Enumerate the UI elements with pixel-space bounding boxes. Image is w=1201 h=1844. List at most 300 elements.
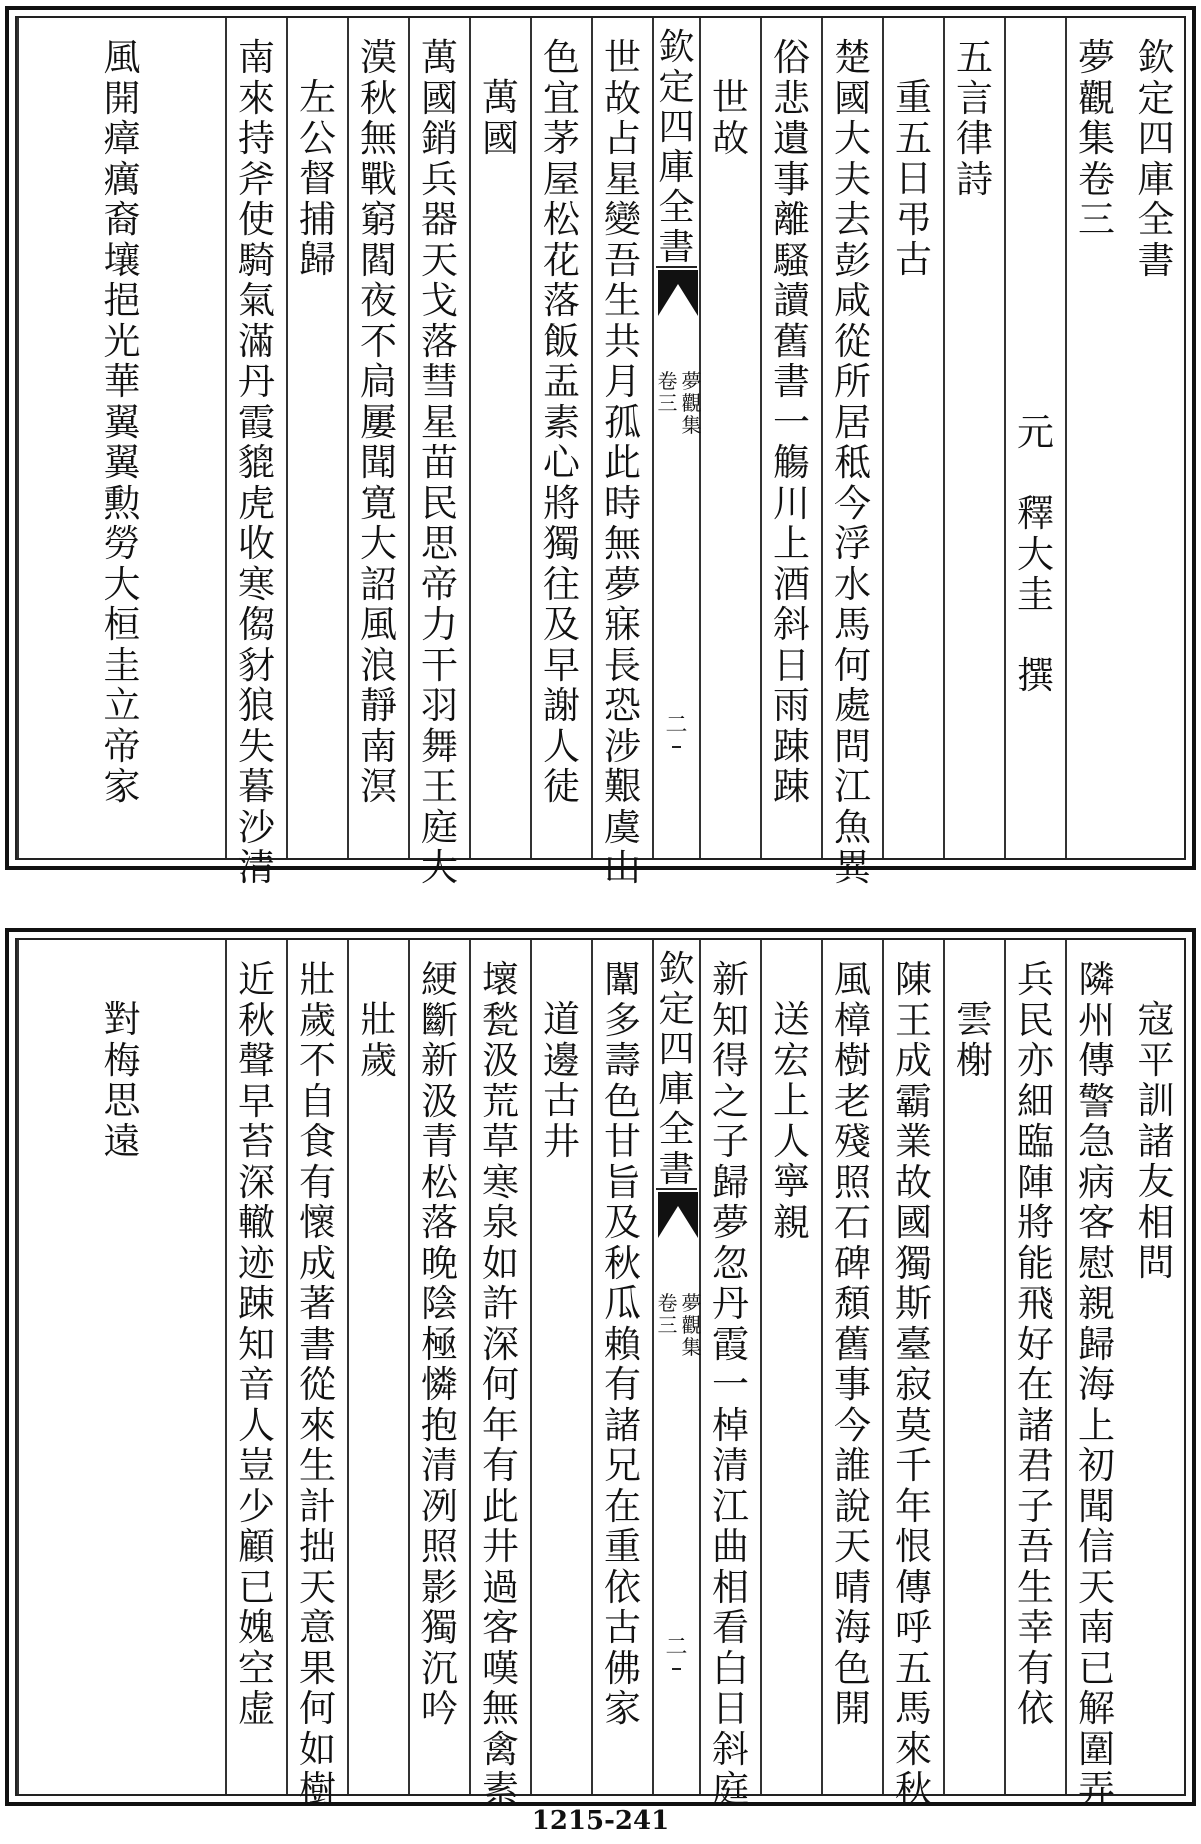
character: 色 bbox=[543, 36, 580, 79]
character: 荒 bbox=[482, 1079, 519, 1123]
character: 國 bbox=[421, 76, 458, 120]
character: 漠 bbox=[360, 36, 397, 79]
character: 變 bbox=[604, 198, 641, 241]
character: 果 bbox=[299, 1646, 336, 1690]
character: 生 bbox=[1017, 1565, 1054, 1609]
character: 光 bbox=[103, 319, 141, 363]
character: 迹 bbox=[238, 1241, 275, 1285]
character: 兵 bbox=[1017, 958, 1054, 1001]
character: 大 bbox=[103, 562, 141, 606]
character: 丹 bbox=[238, 360, 275, 403]
character: 有 bbox=[1017, 1646, 1054, 1690]
character: 艱 bbox=[604, 765, 641, 808]
character: 所 bbox=[834, 360, 871, 403]
character: 著 bbox=[299, 1282, 336, 1325]
character: 素 bbox=[543, 400, 580, 444]
character: 翼 bbox=[103, 400, 141, 444]
character: 圍 bbox=[1078, 1727, 1115, 1771]
character: 庫 bbox=[1137, 157, 1175, 201]
character: 花 bbox=[543, 238, 580, 282]
character: 桓 bbox=[103, 603, 141, 646]
character: 獨 bbox=[421, 1606, 458, 1649]
character: 遺 bbox=[773, 117, 810, 160]
character: 心 bbox=[543, 441, 580, 484]
character: 臺 bbox=[895, 1322, 932, 1366]
character: 聞 bbox=[360, 441, 397, 484]
character: 國 bbox=[834, 76, 871, 120]
character: 業 bbox=[895, 1120, 932, 1163]
text-column bbox=[1004, 18, 1065, 858]
character: 客 bbox=[482, 1606, 519, 1649]
character: 碑 bbox=[834, 1241, 871, 1285]
character: 南 bbox=[1078, 1606, 1115, 1649]
character: 傳 bbox=[1078, 1039, 1115, 1082]
bottom-page-frame bbox=[15, 938, 1186, 1811]
character: 書 bbox=[773, 360, 810, 403]
character bbox=[1017, 616, 1054, 657]
character: 早 bbox=[543, 643, 580, 687]
character: 立 bbox=[103, 684, 141, 727]
character: 全 bbox=[1137, 198, 1175, 241]
character: 獨 bbox=[895, 1241, 932, 1285]
character: 騎 bbox=[238, 238, 275, 282]
character: 如 bbox=[299, 1727, 336, 1771]
character: 誰 bbox=[834, 1444, 871, 1487]
character: 樟 bbox=[834, 998, 871, 1042]
character: 王 bbox=[895, 998, 932, 1042]
character: 癘 bbox=[103, 157, 141, 201]
character: 上 bbox=[773, 522, 810, 565]
character: 極 bbox=[421, 1322, 458, 1366]
character: 此 bbox=[604, 441, 641, 484]
character: 觀 bbox=[681, 1313, 702, 1337]
character: 人 bbox=[543, 724, 580, 768]
character: 言 bbox=[956, 76, 993, 120]
character: 今 bbox=[834, 481, 871, 525]
character: 綆 bbox=[421, 958, 458, 1001]
character: 恨 bbox=[895, 1525, 932, 1568]
character: 涉 bbox=[604, 724, 641, 768]
character: 萬 bbox=[482, 76, 519, 119]
character: 恐 bbox=[604, 684, 641, 727]
character: 意 bbox=[299, 1606, 336, 1649]
character: 天 bbox=[299, 1565, 336, 1609]
character: 元 bbox=[1017, 411, 1054, 454]
character: 徒 bbox=[543, 765, 580, 808]
character: 督 bbox=[299, 157, 336, 200]
character: 古 bbox=[895, 238, 932, 281]
text-column bbox=[225, 940, 286, 1794]
character: 苗 bbox=[421, 441, 458, 484]
character: 在 bbox=[604, 1484, 641, 1528]
character: 問 bbox=[1137, 1241, 1175, 1284]
character: 拙 bbox=[299, 1525, 336, 1568]
banner-volume bbox=[658, 1292, 678, 1358]
page-footer-reference: 1215-241 bbox=[531, 1806, 670, 1836]
character: 古 bbox=[604, 1606, 641, 1649]
character: 子 bbox=[1017, 1484, 1054, 1528]
character: 諸 bbox=[604, 1403, 641, 1447]
text-column bbox=[408, 18, 469, 889]
character: 無 bbox=[604, 522, 641, 565]
text-column bbox=[821, 18, 882, 889]
text-column bbox=[17, 18, 225, 858]
character: 開 bbox=[103, 76, 141, 120]
character: 夢 bbox=[604, 562, 641, 606]
character: 能 bbox=[1017, 1241, 1054, 1285]
text-column bbox=[943, 18, 1004, 858]
character: 闈 bbox=[604, 958, 641, 1001]
character: 歸 bbox=[1078, 1322, 1115, 1366]
character: 星 bbox=[604, 157, 641, 201]
character: 青 bbox=[421, 1120, 458, 1163]
text-column bbox=[699, 18, 760, 858]
character: 道 bbox=[543, 998, 580, 1041]
character: 挹 bbox=[103, 279, 141, 322]
character: 民 bbox=[1017, 998, 1054, 1042]
character: 古 bbox=[543, 1079, 580, 1122]
character: 賴 bbox=[604, 1322, 641, 1366]
character: 天 bbox=[1078, 1565, 1115, 1609]
character: 從 bbox=[299, 1363, 336, 1406]
character: 風 bbox=[103, 36, 141, 79]
character: 事 bbox=[834, 1363, 871, 1406]
banner-volume bbox=[658, 370, 678, 436]
character: 處 bbox=[834, 684, 871, 727]
character: 少 bbox=[238, 1484, 275, 1528]
character: 禽 bbox=[482, 1727, 519, 1771]
character: 詩 bbox=[956, 157, 993, 201]
character: 裔 bbox=[103, 198, 141, 241]
character: 梅 bbox=[103, 1038, 141, 1082]
character: 彭 bbox=[834, 238, 871, 282]
character: 聞 bbox=[1078, 1484, 1115, 1528]
character: 楚 bbox=[834, 36, 871, 79]
character: 今 bbox=[834, 1403, 871, 1447]
character: 客 bbox=[1078, 1201, 1115, 1244]
character: 書 bbox=[299, 1322, 336, 1366]
character: 孤 bbox=[604, 400, 641, 444]
character: 之 bbox=[712, 1079, 749, 1123]
character: 聲 bbox=[238, 1039, 275, 1082]
character: 豺 bbox=[238, 643, 275, 687]
character: 臨 bbox=[1017, 1120, 1054, 1163]
character: 嘆 bbox=[482, 1646, 519, 1690]
character: 人 bbox=[773, 1119, 810, 1163]
character: 吟 bbox=[421, 1687, 458, 1730]
character: 落 bbox=[421, 1201, 458, 1244]
character: 豈 bbox=[238, 1444, 275, 1487]
character: 卷 bbox=[657, 369, 678, 393]
character: 來 bbox=[238, 76, 275, 120]
character: 星 bbox=[421, 400, 458, 444]
character: 公 bbox=[299, 116, 336, 160]
character: 雲 bbox=[956, 998, 993, 1041]
text-column bbox=[469, 18, 530, 858]
character: 浮 bbox=[834, 522, 871, 565]
text-column bbox=[760, 940, 821, 1794]
center-banner bbox=[652, 18, 702, 858]
character: 風 bbox=[834, 958, 871, 1001]
character: 開 bbox=[834, 1687, 871, 1730]
character: 兵 bbox=[421, 157, 458, 201]
text-column bbox=[530, 940, 591, 1794]
text-column bbox=[699, 940, 760, 1811]
character: 千 bbox=[895, 1444, 932, 1487]
character: 銷 bbox=[421, 117, 458, 160]
character: 時 bbox=[604, 481, 641, 525]
character: 定 bbox=[658, 989, 695, 1030]
character: 樹 bbox=[299, 1768, 336, 1811]
character: 書 bbox=[658, 227, 695, 268]
character: 照 bbox=[421, 1525, 458, 1568]
character: 長 bbox=[604, 643, 641, 687]
character: 魚 bbox=[834, 805, 871, 849]
character: 持 bbox=[238, 117, 275, 160]
character: 海 bbox=[1078, 1363, 1115, 1406]
character: 夢 bbox=[1078, 36, 1115, 79]
character: 清 bbox=[421, 1444, 458, 1487]
character: 多 bbox=[604, 998, 641, 1042]
character: 霞 bbox=[238, 400, 275, 444]
character: 夫 bbox=[834, 157, 871, 201]
character: 清 bbox=[712, 1444, 749, 1487]
character: 三 bbox=[1078, 198, 1115, 241]
character: 說 bbox=[834, 1484, 871, 1528]
character: 急 bbox=[1078, 1120, 1115, 1163]
character: 近 bbox=[238, 958, 275, 1001]
character: 壽 bbox=[604, 1039, 641, 1082]
character: 俗 bbox=[773, 36, 810, 79]
character: 閻 bbox=[360, 238, 397, 282]
character: 勞 bbox=[103, 522, 141, 565]
character: 占 bbox=[604, 117, 641, 160]
character: 有 bbox=[299, 1160, 336, 1204]
character: 來 bbox=[299, 1403, 336, 1447]
character: 翼 bbox=[103, 441, 141, 484]
character: 初 bbox=[1078, 1444, 1115, 1487]
text-column bbox=[408, 940, 469, 1794]
character: 知 bbox=[712, 998, 749, 1042]
character: 戈 bbox=[421, 279, 458, 322]
character: 影 bbox=[421, 1565, 458, 1609]
character: 井 bbox=[543, 1119, 580, 1163]
character: 亦 bbox=[1017, 1039, 1054, 1082]
character: 讀 bbox=[773, 279, 810, 322]
character: 計 bbox=[299, 1484, 336, 1528]
character: 幸 bbox=[1017, 1606, 1054, 1649]
character: 書 bbox=[658, 1149, 695, 1190]
character: 秋 bbox=[604, 1241, 641, 1285]
character: 日 bbox=[712, 1687, 749, 1730]
character: 成 bbox=[895, 1039, 932, 1082]
character: 瓜 bbox=[604, 1282, 641, 1325]
character: 色 bbox=[834, 1646, 871, 1690]
character: 深 bbox=[482, 1322, 519, 1366]
character: 浪 bbox=[360, 643, 397, 687]
character: 弄 bbox=[1078, 1768, 1115, 1811]
character: 宏 bbox=[773, 1038, 810, 1082]
character: 觀 bbox=[681, 391, 702, 415]
character: 帝 bbox=[103, 724, 141, 768]
character: 捕 bbox=[299, 197, 336, 241]
character: 棹 bbox=[712, 1403, 749, 1447]
character: 獨 bbox=[543, 522, 580, 565]
character: 水 bbox=[834, 562, 871, 606]
character: 騷 bbox=[773, 238, 810, 282]
character: 斯 bbox=[895, 1282, 932, 1325]
character: 酒 bbox=[773, 562, 810, 606]
character: 憐 bbox=[421, 1363, 458, 1406]
character: 勲 bbox=[103, 481, 141, 525]
character: 年 bbox=[895, 1484, 932, 1528]
character: 欽 bbox=[658, 27, 695, 68]
character: 早 bbox=[238, 1079, 275, 1123]
character: 共 bbox=[604, 319, 641, 363]
character: 吾 bbox=[1017, 1525, 1054, 1568]
bottom-page bbox=[5, 928, 1196, 1811]
character: 四 bbox=[1137, 117, 1175, 160]
character: 悲 bbox=[773, 76, 810, 120]
character bbox=[1017, 454, 1054, 495]
character: 貔 bbox=[238, 441, 275, 484]
character: 丹 bbox=[712, 1282, 749, 1325]
character: 來 bbox=[895, 1727, 932, 1771]
character: 寂 bbox=[895, 1363, 932, 1406]
character: 故 bbox=[712, 116, 749, 160]
character: 莫 bbox=[895, 1403, 932, 1447]
character: 雨 bbox=[773, 684, 810, 727]
character: 溟 bbox=[360, 765, 397, 808]
character: 一 bbox=[712, 1363, 749, 1406]
character: 羽 bbox=[421, 684, 458, 727]
text-column bbox=[882, 18, 943, 858]
character: 虎 bbox=[238, 481, 275, 525]
character: 斷 bbox=[421, 998, 458, 1042]
character: 夢 bbox=[712, 1201, 749, 1244]
character: 南 bbox=[238, 36, 275, 79]
character: 屋 bbox=[543, 157, 580, 201]
character: 頹 bbox=[834, 1282, 871, 1325]
character: 世 bbox=[604, 36, 641, 79]
character: 王 bbox=[421, 765, 458, 808]
character: 一 bbox=[773, 400, 810, 444]
character: 器 bbox=[421, 198, 458, 241]
character: 陰 bbox=[421, 1282, 458, 1325]
character: 寒 bbox=[482, 1160, 519, 1204]
character: 甘 bbox=[604, 1120, 641, 1163]
character: 諸 bbox=[1137, 1119, 1175, 1163]
character: 去 bbox=[834, 198, 871, 241]
character: 故 bbox=[895, 1160, 932, 1204]
character: 定 bbox=[658, 67, 695, 108]
text-column bbox=[286, 940, 347, 1811]
character: 大 bbox=[360, 522, 397, 565]
character: 重 bbox=[604, 1525, 641, 1568]
character: 斧 bbox=[238, 157, 275, 201]
character: 世 bbox=[712, 76, 749, 119]
character: 佛 bbox=[604, 1646, 641, 1690]
character: 狼 bbox=[238, 684, 275, 727]
character: 照 bbox=[834, 1160, 871, 1204]
character: 思 bbox=[421, 522, 458, 565]
character: 諸 bbox=[1017, 1403, 1054, 1447]
character: 甃 bbox=[482, 998, 519, 1042]
character: 彗 bbox=[421, 360, 458, 403]
center-banner bbox=[652, 940, 702, 1794]
banner-page-number: 二 bbox=[665, 1635, 688, 1660]
character: 釋 bbox=[1017, 492, 1054, 535]
text-column bbox=[1128, 940, 1184, 1794]
character: 觴 bbox=[773, 441, 810, 484]
character: 瘴 bbox=[103, 117, 141, 160]
character: 山 bbox=[604, 846, 641, 889]
character: 子 bbox=[712, 1120, 749, 1163]
character: 踈 bbox=[773, 765, 810, 808]
character: 抱 bbox=[421, 1403, 458, 1447]
character: 歸 bbox=[299, 238, 336, 281]
character: 居 bbox=[834, 400, 871, 444]
character: 天 bbox=[421, 238, 458, 282]
banner-rule bbox=[672, 1668, 681, 1670]
character: 好 bbox=[1017, 1322, 1054, 1366]
character: 力 bbox=[421, 603, 458, 646]
character: 風 bbox=[360, 603, 397, 646]
character: 新 bbox=[421, 1039, 458, 1082]
text-column bbox=[882, 940, 943, 1811]
character: 秋 bbox=[360, 76, 397, 120]
character: 五 bbox=[895, 116, 932, 160]
character: 上 bbox=[773, 1079, 810, 1122]
character: 曲 bbox=[712, 1525, 749, 1568]
character: 南 bbox=[360, 724, 397, 768]
banner-book bbox=[682, 1292, 702, 1358]
character: 忽 bbox=[712, 1241, 749, 1285]
character: 江 bbox=[834, 765, 871, 808]
character: 上 bbox=[1078, 1403, 1115, 1447]
character: 寒 bbox=[238, 562, 275, 606]
character: 冽 bbox=[421, 1484, 458, 1528]
character: 解 bbox=[1078, 1687, 1115, 1730]
character: 異 bbox=[834, 846, 871, 889]
character: 壤 bbox=[103, 238, 141, 282]
character: 呼 bbox=[895, 1606, 932, 1649]
character: 夢 bbox=[681, 369, 702, 393]
character: 屢 bbox=[360, 400, 397, 444]
character: 干 bbox=[421, 643, 458, 687]
character: 欽 bbox=[658, 949, 695, 990]
character: 顧 bbox=[238, 1525, 275, 1568]
character: 集 bbox=[1078, 117, 1115, 160]
character: 懷 bbox=[299, 1201, 336, 1244]
character: 沉 bbox=[421, 1646, 458, 1690]
character: 年 bbox=[482, 1403, 519, 1447]
character: 撰 bbox=[1017, 654, 1054, 697]
character: 依 bbox=[604, 1565, 641, 1609]
text-column bbox=[1065, 18, 1126, 858]
character: 深 bbox=[238, 1160, 275, 1204]
character: 盂 bbox=[543, 360, 580, 403]
character: 霞 bbox=[712, 1322, 749, 1366]
character: 自 bbox=[299, 1079, 336, 1123]
text-column bbox=[1128, 18, 1184, 858]
character: 州 bbox=[1078, 998, 1115, 1042]
character: 觀 bbox=[1078, 76, 1115, 120]
character: 月 bbox=[604, 360, 641, 403]
character: 大 bbox=[834, 117, 871, 160]
text-column bbox=[591, 940, 652, 1794]
character: 夜 bbox=[360, 279, 397, 322]
